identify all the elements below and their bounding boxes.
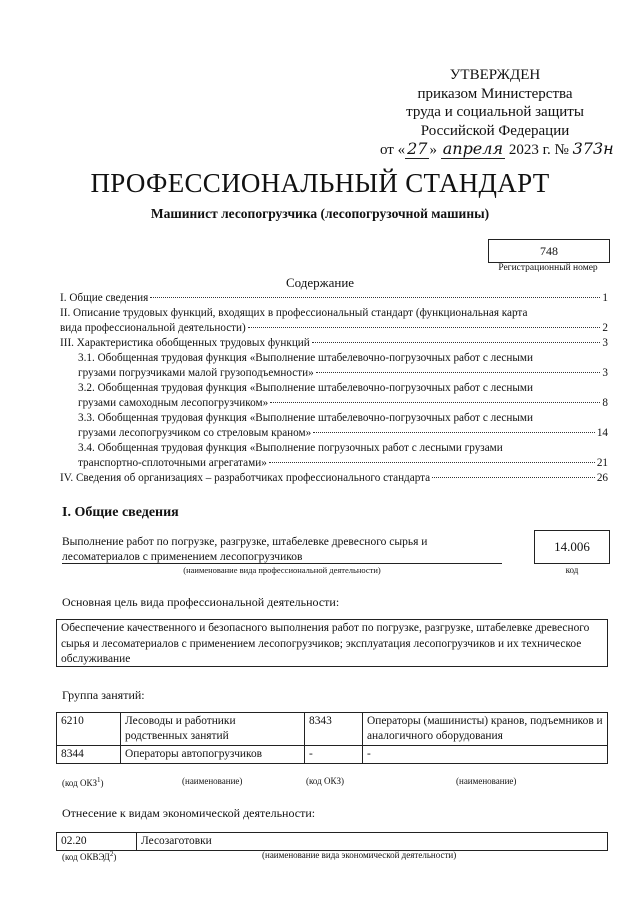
toc-entry-text: грузами погрузчиками малой грузоподъемности» — [78, 367, 314, 379]
toc-entry-text: 3.2. Обобщенная трудовая функция «Выполнение штабелевочно-погрузочных работ с лесными — [78, 382, 533, 394]
group-caption-code: (код ОКЗ$^1$) — [62, 776, 104, 788]
toc-heading: Содержание — [285, 275, 355, 290]
goal-box: Обеспечение качественного и безопасного выполнения работ по погрузке, разгрузке, штабелевке древесного сырья и лесоматериалов с применением лесопогрузчиков; эксплуатация лесопогрузчиков и их техническое обслуживание — [56, 619, 608, 667]
approval-date-line — [380, 139, 614, 160]
toc-entry-page: 26 — [596, 472, 608, 484]
approval-block — [380, 66, 614, 160]
activity-code-caption: код — [565, 565, 579, 575]
toc-entry-text: IV. Сведения об организациях – разработчиках профессионального стандарта — [60, 472, 431, 484]
caption-text: (код ОКЗ — [62, 778, 97, 788]
caption-text: (код ОКВЭД — [62, 852, 110, 862]
okz-name: - — [363, 746, 608, 764]
section-heading: I. Общие сведения — [62, 505, 179, 520]
eco-label: Отнесение к видам экономической деятельности: — [62, 806, 316, 820]
occupation-groups-table — [56, 712, 608, 764]
footnote-mark: 1 — [97, 776, 101, 784]
activity-name: Выполнение работ по погрузке, разгрузке, штабелевке древесного сырья и лесоматериалов с применением лесопогрузчиков — [62, 536, 428, 563]
footnote-mark: 2 — [109, 850, 114, 858]
document-subtitle: Машинист лесопогрузчика (лесопогрузочной машины) — [150, 206, 490, 221]
registration-number-label: Регистрационный номер — [498, 263, 598, 273]
okz-name: Операторы автопогрузчиков — [121, 746, 305, 764]
toc-entry-page: 2 — [602, 322, 608, 334]
group-caption-name2: (наименование) — [456, 776, 517, 786]
approval-line: приказом Министерства — [417, 85, 573, 102]
table-row — [57, 713, 608, 746]
toc-entry-page: 8 — [602, 397, 608, 409]
toc-entry-page: 3 — [602, 367, 608, 379]
toc-entry-text: II. Описание трудовых функций, входящих в профессиональный стандарт (функциональная карта — [60, 307, 528, 319]
date-prefix: от « — [380, 142, 406, 158]
toc-entry-page: 3 — [602, 337, 608, 349]
toc-entry-text: I. Общие сведения — [60, 292, 149, 304]
approval-line: Российской Федерации — [420, 122, 570, 139]
group-caption-code2: (код ОКЗ) — [306, 776, 344, 786]
toc-entry-page: 1 — [602, 292, 608, 304]
toc-entry-page: 14 — [596, 427, 608, 439]
toc-entry[interactable] — [60, 411, 608, 441]
toc-entry-text: транспортно-сплоточными агрегатами» — [78, 457, 267, 469]
toc-entry-text: вида профессиональной деятельности) — [60, 322, 246, 334]
toc-entry-text: 3.1. Обобщенная трудовая функция «Выполнение штабелевочно-погрузочных работ с лесными — [78, 352, 533, 364]
toc-entry[interactable] — [60, 291, 608, 306]
okz-name: Операторы (машинисты) кранов, подъемников и аналогичного оборудования — [363, 713, 608, 746]
group-label: Группа занятий: — [62, 688, 145, 702]
okz-code: 8344 — [57, 746, 121, 764]
table-row — [57, 746, 608, 764]
toc-entry[interactable] — [60, 471, 608, 486]
activity-code-box: 14.006 — [534, 530, 610, 564]
okz-code: 8343 — [305, 713, 363, 746]
okved-name: Лесозаготовки — [137, 833, 608, 851]
eco-caption-name: (наименование вида экономической деятельности) — [262, 850, 457, 860]
toc-entry[interactable] — [60, 441, 608, 471]
toc-entry[interactable] — [60, 351, 608, 381]
okz-name: Лесоводы и работники родственных занятий — [121, 713, 305, 746]
approval-line: труда и социальной защиты — [406, 104, 584, 120]
approval-line: УТВЕРЖДЕН — [449, 67, 541, 83]
toc-entry[interactable] — [60, 336, 608, 351]
order-month: апреля — [442, 139, 504, 158]
toc-entry-page: 21 — [596, 457, 608, 469]
date-mid: » — [429, 142, 437, 158]
toc-entry[interactable] — [60, 381, 608, 411]
order-year: 2023 г. № — [508, 142, 569, 158]
activity-caption: (наименование вида профессиональной деятельности) — [183, 565, 381, 575]
table-row — [57, 833, 608, 851]
toc-entry-text: грузами лесопогрузчиком со стреловым краном» — [78, 427, 312, 439]
goal-label: Основная цель вида профессиональной деятельности: — [62, 595, 340, 609]
okved-code: 02.20 — [57, 833, 137, 851]
toc-entry-text: 3.3. Обобщенная трудовая функция «Выполнение штабелевочно-погрузочных работ с лесными — [78, 412, 533, 424]
eco-caption-code: (код ОКВЭД$^2$) — [62, 850, 117, 862]
activity-underline — [62, 563, 502, 564]
toc-entry-text: III. Характеристика обобщенных трудовых функций — [60, 337, 310, 349]
okz-code: - — [305, 746, 363, 764]
okz-code: 6210 — [57, 713, 121, 746]
group-caption-name: (наименование) — [182, 776, 243, 786]
order-day: 27 — [407, 139, 428, 158]
economic-activity-table — [56, 832, 608, 851]
toc-entry[interactable] — [60, 306, 608, 336]
order-number: 373н — [572, 139, 614, 158]
registration-number-box: 748 — [488, 239, 610, 263]
toc-entry-text: 3.4. Обобщенная трудовая функция «Выполнение погрузочных работ с лесными грузами — [78, 442, 503, 454]
document-title: ПРОФЕССИОНАЛЬНЫЙ СТАНДАРТ — [90, 168, 550, 198]
toc-entry-text: грузами самоходным лесопогрузчиком» — [78, 397, 269, 409]
